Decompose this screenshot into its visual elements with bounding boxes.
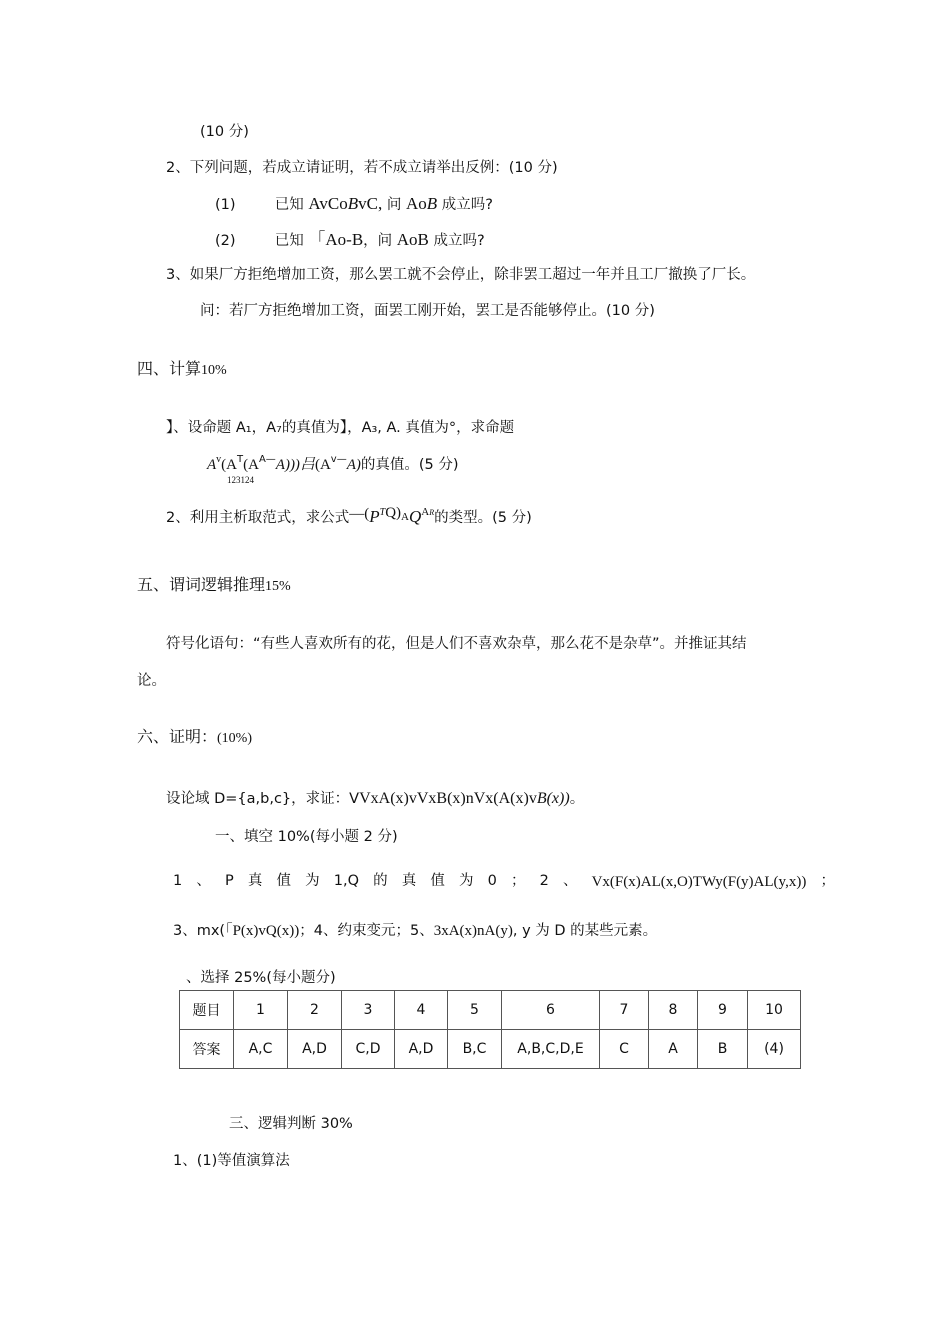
table-cell: 5	[448, 991, 502, 1030]
table-cell: C	[600, 1030, 649, 1069]
fill-blank-line-2: 3、mx(「P(x)vQ(x))；4、约束变元；5、3xA(x)nA(y), y 为 D 的某些元素。	[173, 923, 658, 939]
logic-question-1: 1、(1)等值演算法	[173, 1153, 290, 1169]
table-cell: 1	[234, 991, 288, 1030]
item-text: 问	[386, 197, 402, 213]
item-text: 成立吗?	[441, 197, 493, 213]
section-4-q2: 2、利用主析取范式，求公式$—(P^TQ)AQ^{AR}$的类型。(5 分)	[166, 505, 532, 526]
question-2-1	[215, 194, 493, 214]
question-2: 2、下列问题，若成立请证明，若不成立请举出反例：(10 分)	[166, 160, 558, 176]
table-header-cell: 题目	[180, 991, 234, 1030]
answer-table	[179, 990, 801, 1069]
table-row	[180, 991, 801, 1030]
formula: AvCoBvC,	[308, 194, 383, 213]
section-4-q1: 】、设命题 A₁，A₇的真值为】，A₃, A. 真值为°，求命题	[166, 420, 515, 436]
formula: AoB	[405, 194, 438, 213]
section-percent: 15%	[265, 579, 291, 594]
section-percent: (10%)	[217, 731, 253, 746]
section-title: 六、证明：	[137, 727, 218, 746]
table-cell: A,B,C,D,E	[502, 1030, 600, 1069]
section-5-body-line-1: 符号化语句：“有些人喜欢所有的花，但是人们不喜欢杂草，那么花不是杂草”。并推证其结	[166, 636, 747, 652]
table-row	[180, 1030, 801, 1069]
table-cell: 4	[395, 991, 448, 1030]
formula: 「Ao-B	[308, 230, 364, 249]
section-6-heading	[137, 727, 252, 748]
section-5-heading	[137, 575, 291, 596]
fill-blank-heading: 一、填空 10%(每小题 2 分)	[215, 829, 398, 845]
table-cell: 10	[748, 991, 801, 1030]
item-text: 已知	[274, 233, 304, 249]
table-cell: 3	[342, 991, 395, 1030]
table-cell: B,C	[448, 1030, 502, 1069]
section-4-heading	[137, 359, 227, 380]
table-cell: 9	[698, 991, 748, 1030]
item-number: (2)	[215, 233, 236, 249]
section-5-body-line-2: 论。	[137, 673, 166, 689]
table-header-cell: 答案	[180, 1030, 234, 1069]
q1-score: (10 分)	[200, 124, 249, 140]
formula: AoB	[396, 230, 429, 249]
table-cell: C,D	[342, 1030, 395, 1069]
section-6-body: 设论域 D={a,b,c}，求证：VVxA(x)vVxB(x)nVx(A(x)vB(x))。	[166, 790, 585, 807]
question-3-ask: 问：若厂方拒绝增加工资，面罢工刚开始，罢工是否能够停止。(10 分)	[200, 303, 655, 319]
item-number: (1)	[215, 197, 236, 213]
table-cell: B	[698, 1030, 748, 1069]
table-cell: (4)	[748, 1030, 801, 1069]
table-cell: 2	[288, 991, 342, 1030]
item-text: 成立吗?	[433, 233, 485, 249]
table-cell: A,D	[288, 1030, 342, 1069]
item-text: 已知	[274, 197, 304, 213]
table-cell: A,D	[395, 1030, 448, 1069]
section-title: 五、谓词逻辑推理	[137, 575, 266, 594]
question-2-2	[215, 230, 485, 250]
table-cell: 6	[502, 991, 600, 1030]
table-cell: 8	[649, 991, 698, 1030]
choice-heading: 、选择 25%(每小题分)	[186, 970, 336, 986]
fill-blank-line-1: 1 、 P 真 值 为 1,Q 的 真 值 为 0 ； 2 、 Vx(F(x)AL(x,O)TWy(F(y)AL(y,x)) ；	[173, 873, 835, 890]
table-cell: 7	[600, 991, 649, 1030]
logic-heading: 三、逻辑判断 30%	[229, 1116, 353, 1132]
formula-indices: 123124	[227, 475, 254, 485]
section-title: 四、计算	[137, 359, 202, 378]
table-cell: A	[649, 1030, 698, 1069]
table-cell: A,C	[234, 1030, 288, 1069]
question-3: 3、如果厂方拒绝增加工资，那么罢工就不会停止，除非罢工超过一年并且工厂撤换了厂长。	[166, 267, 756, 283]
section-percent: 10%	[201, 363, 227, 378]
section-4-q1-formula: $A^v(A^T(A^{A—}A))$)吕$(A^{v—}A)$的真值。(5 分)	[207, 454, 459, 473]
item-text: ，问	[363, 233, 393, 249]
